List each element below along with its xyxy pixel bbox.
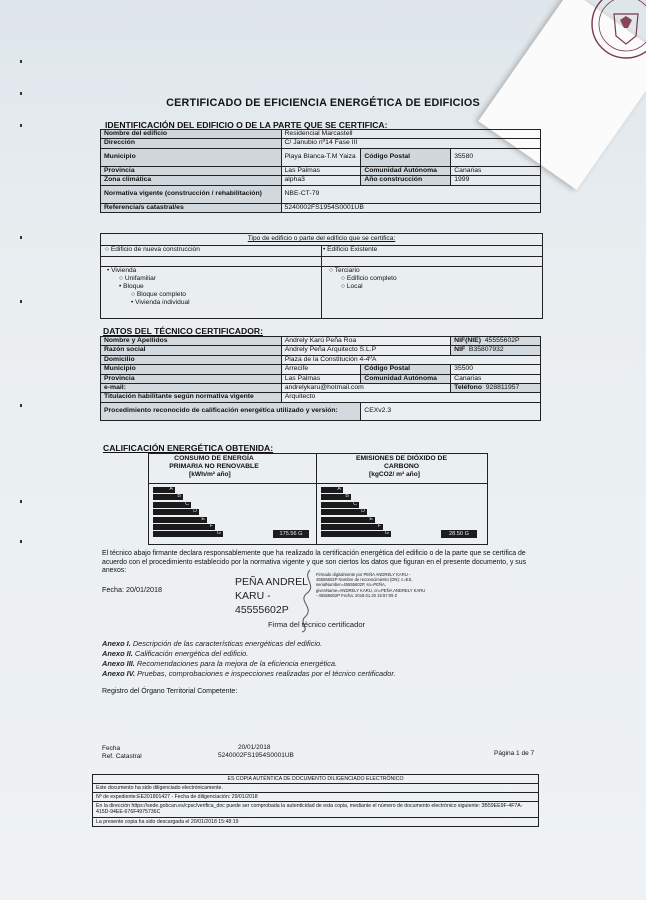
direccion-value: C/ Janubio nº14 Fase III [281,139,540,148]
copia-line1: Este documento ha sido diligenciado electrónicamente. [93,784,539,793]
copia-autentica-table [92,774,539,827]
terciario-option: ○ Terciario [329,267,360,274]
direccion-label: Dirección [101,139,282,148]
consumo-title: CONSUMO DE ENERGÍA PRIMARIA NO RENOVABLE [169,455,259,470]
annex-4: Anexo IV. Pruebas, comprobaciones e inspecciones realizadas por el técnico certificador. [102,669,396,678]
emisiones-bar-b: B [321,494,351,500]
consumo-bar-a: A [153,487,175,493]
bloque-option: • Bloque [119,283,144,290]
email-value: andrelykaru@hotmail.com [281,384,450,393]
consumo-bar-e: E [153,517,207,523]
copia-line4: La presente copia ha sido descargada el 20/01/2018 15:48:19 [93,817,539,826]
procedimiento-label: Procedimiento reconocido de calificación energética utilizado y versión: [101,402,361,420]
razon-label: Razón social [101,346,282,355]
emisiones-bar-c: C [321,502,359,508]
identificacion-table [100,129,541,213]
email-label: e-mail: [101,384,282,393]
emisiones-title: EMISIONES DE DIÓXIDO DE CARBONO [355,455,448,470]
ca-label: Comunidad Autónoma [361,166,451,175]
edificio-completo-option: ○ Edificio completo [341,275,397,282]
page-title: CERTIFICADO DE EFICIENCIA ENERGÉTICA DE EDIFICIOS [166,97,480,109]
tec-ca-value: Canarias [451,374,541,383]
tec-nombre-value: Andrely Karú Peña Roa [281,337,450,346]
emisiones-unit: [kgCO2/ m² año] [369,471,420,478]
telefono-value: 928811957 [485,384,520,392]
annex-3: Anexo III. Recomendaciones para la mejora de la eficiencia energética. [102,659,337,668]
emisiones-bar-e: E [321,517,375,523]
emisiones-bar-a: A [321,487,343,493]
normativa-label: Normativa vigente (construcción / rehabilitación) [101,185,282,203]
consumo-result-arrow: 175.56 G [273,530,309,538]
copia-line2: Nº de expediente:EE201801427 - Fecha de diligenciación: 29/01/2018 [93,793,539,802]
anio-label: Año construcción [361,176,451,185]
official-seal-icon [576,0,646,78]
footer-ref-label: Ref. Catastral [102,753,142,760]
section-heading-tecnico: DATOS DEL TÉCNICO CERTIFICADOR: [103,326,263,336]
firma-caption: Firma del técnico certificador [268,620,366,629]
fecha-firma: Fecha: 20/01/2018 [102,585,162,594]
firma-name: PEÑA ANDREL KARU - 45555602P [235,576,308,616]
titulacion-value: Arquitecto [281,393,540,402]
cp-value: 35580 [451,148,541,166]
vivienda-option: • Vivienda [107,267,137,274]
emisiones-result-arrow: 28.50 G [441,530,477,538]
ref-label: Referencia/s catastral/es [101,203,282,212]
unifamiliar-option: ○ Unifamiliar [119,275,156,282]
domicilio-label: Domicilio [101,355,282,364]
consumo-unit: [kWh/m² año] [189,471,231,478]
consumo-bar-g: G [153,531,223,537]
ref-value: 5240002FS1954S0001UB [281,203,540,212]
razon-value: Andrely Peña Arquitecto S.L.P [281,346,450,355]
footer-ref: 5240002FS1954S0001UB [218,752,294,759]
emisiones-bar-d: D [321,509,367,515]
registro-text: Registro del Órgano Territorial Competente: [102,688,238,695]
calificacion-box [148,453,488,545]
footer-fecha-label: Fecha [102,745,121,752]
ca-value: Canarias [451,166,541,175]
consumo-bar-c: C [153,502,191,508]
consumo-scale [153,487,313,542]
consumo-bar-b: B [153,494,183,500]
zona-label: Zona climática [101,176,282,185]
declaracion-text: El técnico abajo firmante declara responsablemente que ha realizado la certificación energética del edificio o de la parte que se certifica de acuerdo con el procedimiento establecido por la normativa vigente y que son ciertos los datos que figuran en el presente documento, y sus anexos: [102,550,527,575]
tec-cp-label: Código Postal [361,365,451,374]
tec-provincia-label: Provincia [101,374,282,383]
procedimiento-value: CEXv2.3 [361,402,541,420]
tec-nif-value: 45555602P [484,337,520,344]
consumo-bar-f: F [153,524,215,530]
copia-header: ES COPIA AUTÉNTICA DE DOCUMENTO DILIGENCIADO ELECTRÓNICO [93,775,539,784]
provincia-value: Las Palmas [281,166,361,175]
nombre-label: Nombre del edificio [101,130,282,139]
tec-municipio-label: Municipio [101,365,282,374]
tecnico-table [100,336,541,421]
section-heading-identificacion: IDENTIFICACIÓN DEL EDIFICIO O DE LA PARTE QUE SE CERTIFICA: [105,120,388,130]
nombre-value: Residencial Marcastell [281,130,540,139]
municipio-label: Municipio [101,148,282,166]
firma-details: Firmado digitalmente por PEÑA ANDRELY KARU - 45555602P Nombre de reconocimiento (DN): c=ES, serialNumber=45555602P, sn=PEÑA, givenName=ANDRELY KARU, cn=PEÑA ANDRELY KARU - 45555602P Fecha: 2018.01.20 15:57:09 Z [316,572,426,598]
tipo-edificio-box [100,233,543,319]
cp-label: Código Postal [361,148,451,166]
normativa-value: NBE-CT-79 [281,185,540,203]
nueva-construccion-option: ○ Edificio de nueva construcción [105,246,200,253]
emisiones-bar-g: G [321,531,391,537]
copia-line3: En la dirección https://sede.gobcan.es/cpsc/verifica_doc puede ser comprobada la autenticidad de esta copia, mediante el número de documento electrónico siguiente: 3B59EE9F-4F7A-415D-94EE-676F4975736C [93,802,539,818]
footer-pagina: Página 1 de 7 [494,750,535,757]
tec-nombre-label: Nombre y Apellidos [101,337,282,346]
telefono-label: Teléfono 928811957 [451,384,541,393]
tec-cp-value: 35500 [451,365,541,374]
bloque-completo-option: ○ Bloque completo [131,291,186,298]
emisiones-scale [321,487,481,542]
edificio-existente-option: • Edificio Existente [323,246,378,253]
tec-municipio-value: Arrecife [281,365,361,374]
annex-1: Anexo I. Descripción de las características energéticas del edificio. [102,639,323,648]
consumo-bar-d: D [153,509,199,515]
tec-ca-label: Comunidad Autónoma [361,374,451,383]
nif2-value: B35807932 [468,346,504,354]
domicilio-value: Plaza de la Constitución 4-4ºA [281,355,540,364]
municipio-value: Playa Blanca-T.M Yaiza [281,148,361,166]
section-heading-calificacion: CALIFICACIÓN ENERGÉTICA OBTENIDA: [103,443,274,453]
tec-provincia-value: Las Palmas [281,374,361,383]
vivienda-individual-option: • Vivienda individual [131,299,190,306]
zona-value: alpha3 [281,176,361,185]
anio-value: 1999 [451,176,541,185]
tipo-heading: Tipo de edificio o parte del edificio que se certifica: [247,235,396,242]
titulacion-label: Titulación habilitante según normativa vigente [101,393,282,402]
annex-2: Anexo II. Calificación energética del edificio. [102,649,249,658]
provincia-label: Provincia [101,166,282,175]
local-option: ○ Local [341,283,363,290]
tec-nif-label: NIF(NIE) 45555602P [451,337,541,346]
nif2-label: NIF B35807932 [451,346,541,355]
emisiones-bar-f: F [321,524,383,530]
footer-fecha: 20/01/2018 [238,744,271,751]
